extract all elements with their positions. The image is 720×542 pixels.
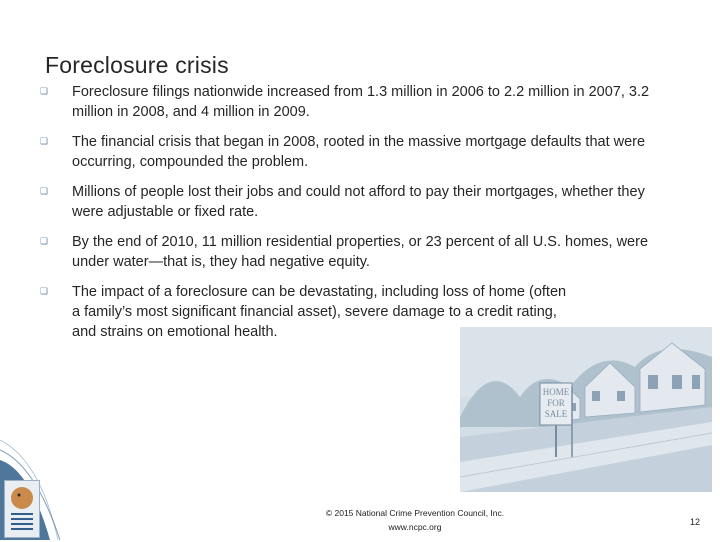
bullet-item [40, 132, 680, 172]
foreclosure-photo [460, 327, 712, 492]
footer-url: www.ncpc.org [388, 522, 442, 532]
sign-line-3: SALE [544, 409, 568, 419]
bullet-text: By the end of 2010, 11 million residential properties, or 23 percent of all U.S. homes, were under water—that is, they had negative equity. [72, 234, 649, 270]
page-number: 12 [690, 517, 701, 527]
bullet-icon: ❏ [40, 186, 49, 196]
bullet-text: Foreclosure filings nationwide increased from 1.3 million in 2006 to 2.2 million in 2007, 3.2 million in 2008, and 4 million in 2009. [72, 84, 650, 120]
footer-copyright: © 2015 National Crime Prevention Council, Inc. [325, 508, 505, 518]
slide-title: Foreclosure crisis [45, 52, 229, 78]
footer [300, 506, 530, 534]
sign-line-1: HOME [542, 387, 570, 397]
bullet-icon: ❏ [40, 286, 49, 296]
bullet-list [40, 82, 680, 352]
bullet-icon: ❏ [40, 136, 49, 146]
ncpc-logo [4, 480, 40, 538]
sign-line-2: FOR [547, 398, 565, 408]
bullet-text: The impact of a foreclosure can be devastating, including loss of home (often a family’s most significant financial asset), severe damage to a credit rating, and strains on emotional health. [72, 284, 567, 340]
bullet-item [40, 182, 680, 222]
bullet-text: Millions of people lost their jobs and could not afford to pay their mortgages, whether they were adjustable or fixed rate. [72, 184, 645, 220]
house-street-illustration [460, 327, 712, 492]
bullet-icon: ❏ [40, 86, 49, 96]
bullet-icon: ❏ [40, 236, 49, 246]
bullet-item [40, 232, 680, 272]
bullet-item [40, 82, 680, 122]
bullet-text: The financial crisis that began in 2008, rooted in the massive mortgage defaults that were occurring, compounded the problem. [72, 134, 646, 170]
mcgruff-logo-icon [5, 481, 39, 537]
